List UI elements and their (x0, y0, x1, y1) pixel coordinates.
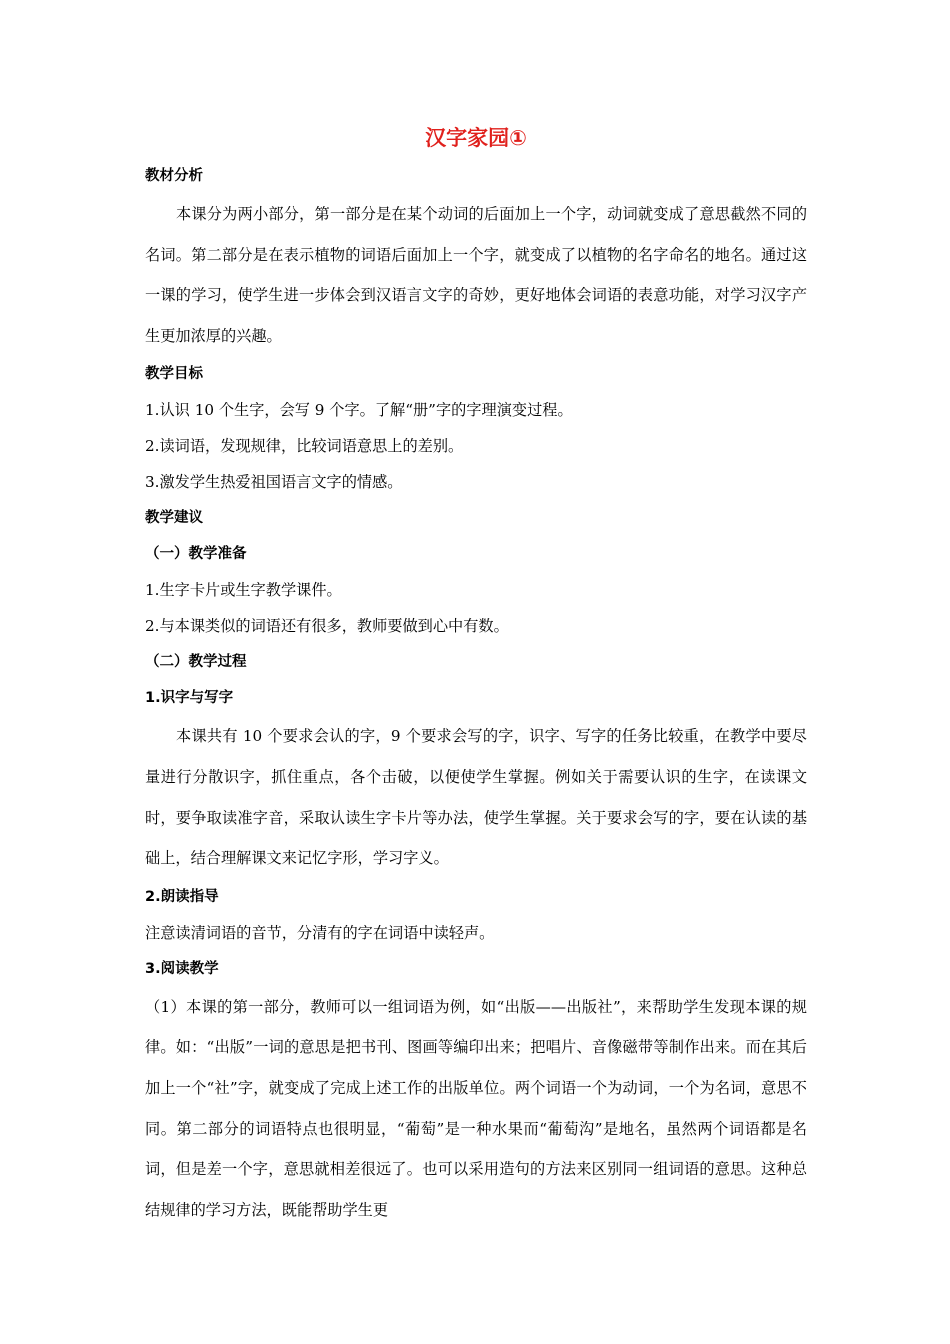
section-heading-suggestions: 教学建议 (145, 510, 203, 527)
goal-item: 2.读词语，发现规律，比较词语意思上的差别。 (145, 437, 464, 456)
step-heading-literacy: 1.识字与写字 (145, 690, 234, 707)
subsection-heading-prep: （一）教学准备 (145, 546, 247, 563)
goal-item: 3.激发学生热爱祖国语言文字的情感。 (145, 473, 403, 492)
section-heading-goals: 教学目标 (145, 366, 203, 383)
prep-item: 2.与本课类似的词语还有很多，教师要做到心中有数。 (145, 617, 509, 636)
goal-item: 1.认识 10 个生字，会写 9 个字。了解“册”字的字理演变过程。 (145, 401, 573, 420)
document-page (145, 122, 807, 1230)
subsection-heading-process: （二）教学过程 (145, 654, 247, 671)
section-heading-analysis: 教材分析 (145, 168, 203, 184)
step-paragraph-reading-aloud: 注意读清词语的音节，分清有的字在词语中读轻声。 (145, 923, 495, 942)
document-title: 汉字家园① (425, 126, 527, 150)
step-heading-reading-aloud: 2.朗读指导 (145, 888, 219, 905)
step-paragraph-reading-teaching: （1）本课的第一部分，教师可以一组词语为例，如“出版——出版社”，来帮助学生发现本课的规律。如：“出版”一词的意思是把书刊、图画等编印出来；把唱片、音像磁带等制作出来。而在其后加上一个“社”字，就变成了完成上述工作的出版单位。两个词语一个为动词，一个为名词，意思不同。第二部分的词语特点也很明显，“葡萄”是一种水果而“葡萄沟”是地名，虽然两个词语都是名词，但是差一个字，意思就相差很远了。也可以采用造句的方法来区别同一组词语的意思。这种总结规律的学习方法，既能帮助学生更 (145, 997, 807, 1219)
prep-item: 1.生字卡片或生字教学课件。 (145, 581, 342, 600)
step-paragraph-literacy: 本课共有 10 个要求会认的字，9 个要求会写的字，识字、写字的任务比较重，在教学中要尽量进行分散识字，抓住重点，各个击破，以便使学生掌握。例如关于需要认识的生字，在读课文时，要争取读准字音，采取认读生字卡片等办法，使学生掌握。关于要求会写的字，要在认读的基础上，结合理解课文来记忆字形，学习字义。 (145, 727, 807, 868)
analysis-paragraph: 本课分为两小部分，第一部分是在某个动词的后面加上一个字，动词就变成了意思截然不同的名词。第二部分是在表示植物的词语后面加上一个字，就变成了以植物的名字命名的地名。通过这一课的学习，使学生进一步体会到汉语言文字的奇妙，更好地体会词语的表意功能，对学习汉字产生更加浓厚的兴趣。 (145, 205, 807, 345)
step-heading-reading-teaching: 3.阅读教学 (145, 960, 219, 977)
